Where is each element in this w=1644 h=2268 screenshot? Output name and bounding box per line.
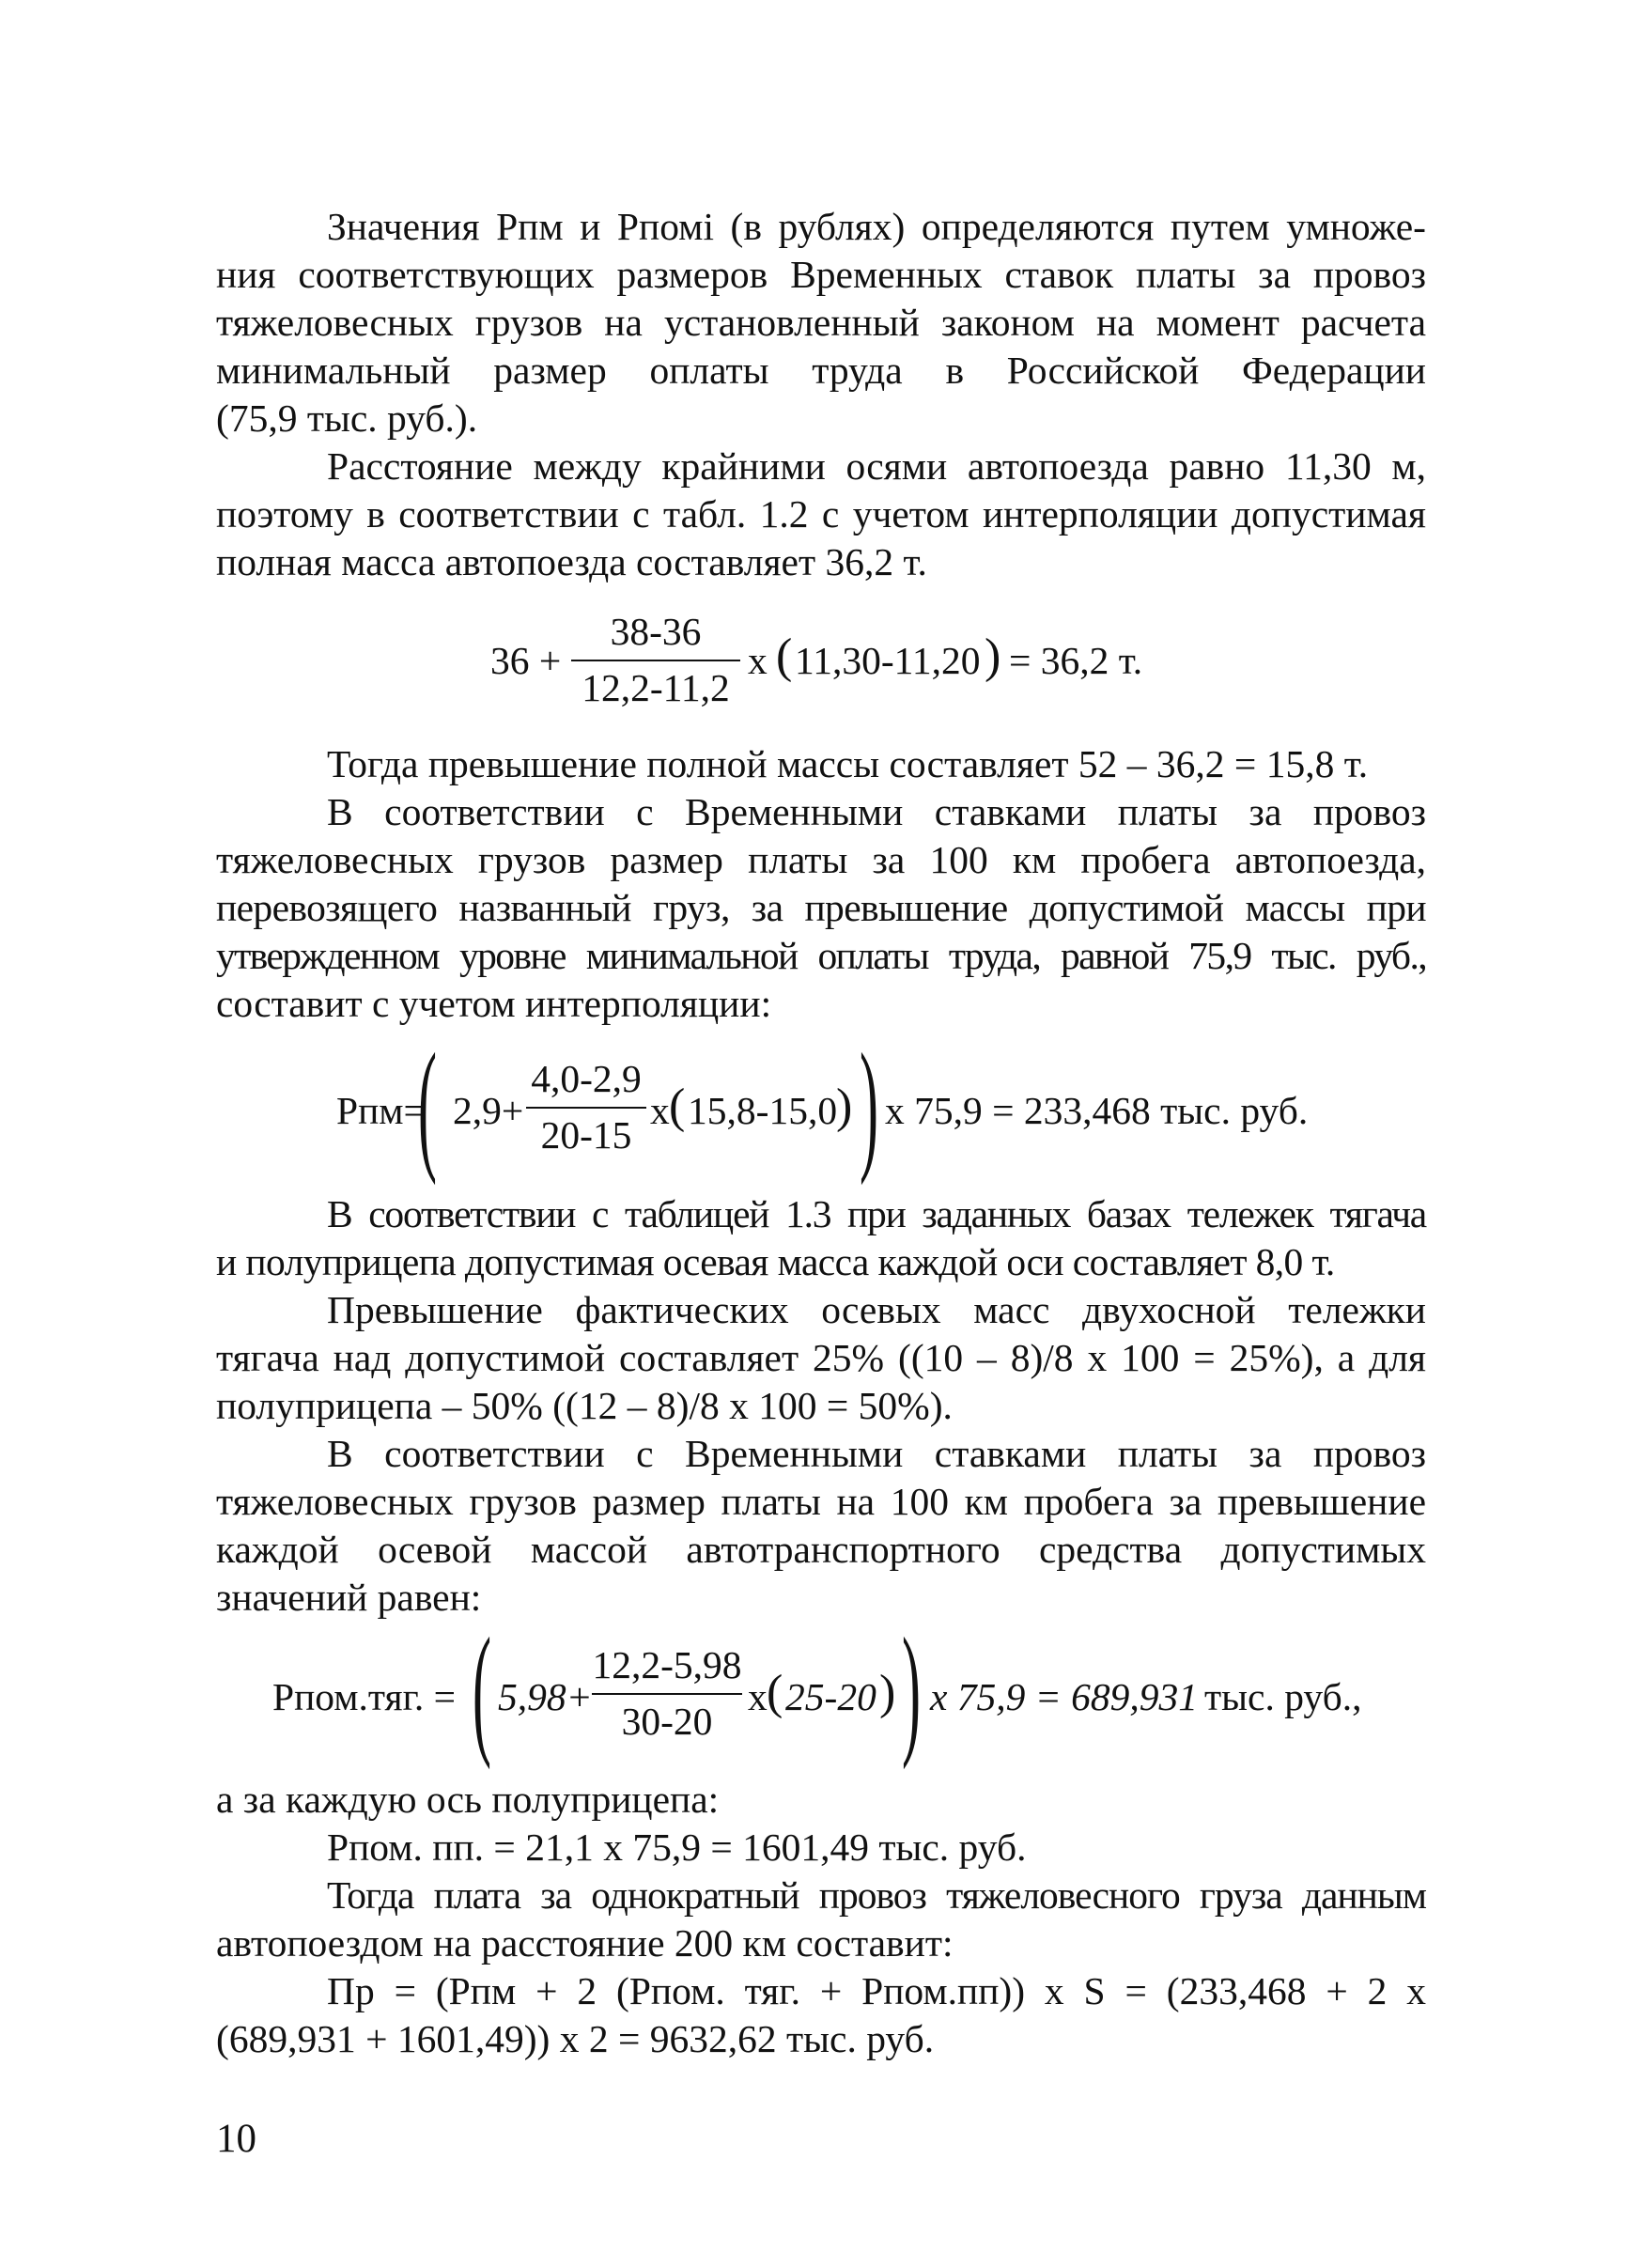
paragraph-total-fee-formula [216, 1967, 1426, 2063]
fraction-denominator: 20-15 [540, 1112, 632, 1157]
big-close-paren: ) [860, 1024, 878, 1186]
fraction-denominator: 30-20 [621, 1699, 713, 1743]
paragraph-axle-rate [216, 1430, 1426, 1622]
multiply-sign: х [748, 1675, 768, 1718]
big-close-paren: ) [902, 1608, 921, 1770]
text-line: (689,931 + 1601,49)) х 2 = 9632,62 тыс. руб. [216, 2017, 935, 2060]
text-line: тяжеловесных грузов размер платы за 100 км пробега автопоезда, [216, 838, 1426, 881]
text-line: (75,9 тыс. руб.). [216, 396, 478, 440]
text-line: Тогда превышение полной массы составляет 52 – 36,2 = 15,8 т. [327, 742, 1369, 785]
text-line: В соответствии с Временными ставками платы за провоз [327, 1432, 1426, 1475]
paragraph-semitrailer-axle [216, 1776, 1426, 1824]
text-line: тягача над допустимой составляет 25% ((10 – 8)/8 х 100 = 25%), а для [216, 1336, 1426, 1379]
text-line: полуприцепа – 50% ((12 – 8)/8 х 100 = 50%). [216, 1384, 953, 1427]
fraction [526, 1057, 646, 1157]
formula-result-value: х 75,9 = 689,931 [930, 1675, 1199, 1718]
text-line: Пр = (Рпм + 2 (Рпом. тяг. + Рпом.пп)) х S = (233,468 + 2 х [327, 1969, 1426, 2012]
fraction-bar [592, 1693, 742, 1695]
paragraph-rate-per-100km [216, 788, 1426, 1028]
text-line: В соответствии с Временными ставками платы за провоз [327, 790, 1426, 833]
multiply-sign: х [748, 639, 768, 682]
multiply-sign: х [650, 1089, 670, 1132]
text-line: минимальный размер оплаты труда в Российской Федерации [216, 349, 1426, 392]
fraction-bar [526, 1107, 646, 1109]
text-line: В соответствии с таблицей 1.3 при заданных базах тележек тягача [327, 1192, 1426, 1235]
text-line: Превышение фактических осевых масс двухосной тележки [327, 1288, 1426, 1331]
formula-result: = 36,2 т. [1009, 639, 1143, 682]
formula-result-unit: тыс. руб., [1204, 1675, 1362, 1718]
text-line: автопоездом на расстояние 200 км составит: [216, 1921, 954, 1965]
paragraph-axle-excess [216, 1286, 1426, 1430]
fraction-numerator: 38-36 [610, 610, 702, 653]
fraction-denominator: 12,2-11,2 [582, 665, 730, 709]
text-line: тяжеловесных грузов размер платы на 100 км пробега за превышение [216, 1480, 1426, 1523]
open-paren: ( [767, 1666, 783, 1719]
big-open-paren: ( [418, 1024, 437, 1186]
close-paren: ) [985, 629, 1001, 683]
open-paren: ( [776, 629, 793, 683]
paragraph-excess-total-mass [216, 740, 1426, 788]
paragraph-axle-mass [216, 1190, 1426, 1286]
text-line: каждой осевой массой автотранспортного средства допустимых [216, 1528, 1426, 1571]
text-line: полная масса автопоезда составляет 36,2 т. [216, 540, 927, 583]
formula-lead: Рпм= [336, 1089, 426, 1132]
formula-term: 2,9+ [453, 1089, 524, 1132]
paragraph-axle-distance [216, 443, 1426, 586]
text-line: составит с учетом интерполяции: [216, 982, 772, 1025]
fraction [571, 610, 740, 709]
formula-inner: 25-20 [785, 1675, 876, 1718]
formula-inner: 11,30-11,20 [795, 639, 981, 682]
text-line: тяжеловесных грузов на установленный законом на момент расчета [216, 301, 1426, 344]
paragraph-rates-definition [216, 203, 1426, 443]
text-line: Тогда плата за однократный провоз тяжеловесного груза данным [327, 1873, 1426, 1917]
text-line: поэтому в соответствии с табл. 1.2 с учетом интерполяции допустимая [216, 492, 1426, 536]
page-number: 10 [216, 2117, 256, 2161]
text-line: Расстояние между крайними осями автопоезда равно 11,30 м, [327, 444, 1426, 488]
text-line: и полуприцепа допустимая осевая масса каждой оси составляет 8,0 т. [216, 1240, 1335, 1283]
close-paren: ) [836, 1080, 853, 1133]
text-line: Значения Рпм и Рпомi (в рублях) определяются путем умноже- [327, 205, 1426, 248]
fraction-numerator: 12,2-5,98 [592, 1643, 742, 1686]
formula-result: х 75,9 = 233,468 тыс. руб. [885, 1089, 1309, 1132]
formula-lead: Рпом.тяг. = [272, 1675, 457, 1718]
text-line: перевозящего названный груз, за превышение допустимой массы при [216, 886, 1426, 929]
fraction-bar [571, 660, 740, 661]
open-paren: ( [669, 1080, 686, 1133]
big-open-paren: ( [473, 1608, 491, 1770]
text-line: Рпом. пп. = 21,1 х 75,9 = 1601,49 тыс. руб. [327, 1825, 1027, 1869]
close-paren: ) [879, 1666, 896, 1719]
fraction [592, 1643, 742, 1743]
paragraph-total-fee-intro [216, 1872, 1426, 1967]
text-line: значений равен: [216, 1576, 482, 1619]
formula-lead: 36 + [490, 639, 562, 682]
formula-inner: 15,8-15,0 [688, 1089, 838, 1132]
text-line: а за каждую ось полуприцепа: [216, 1778, 720, 1821]
text-line: ния соответствующих размеров Временных ставок платы за провоз [216, 253, 1426, 296]
paragraph-rpom-pp [216, 1824, 1426, 1872]
fraction-numerator: 4,0-2,9 [531, 1057, 642, 1100]
text-line: утвержденном уровне минимальной оплаты труда, равной 75,9 тыс. руб., [216, 934, 1426, 977]
formula-term: 5,98+ [498, 1675, 593, 1718]
